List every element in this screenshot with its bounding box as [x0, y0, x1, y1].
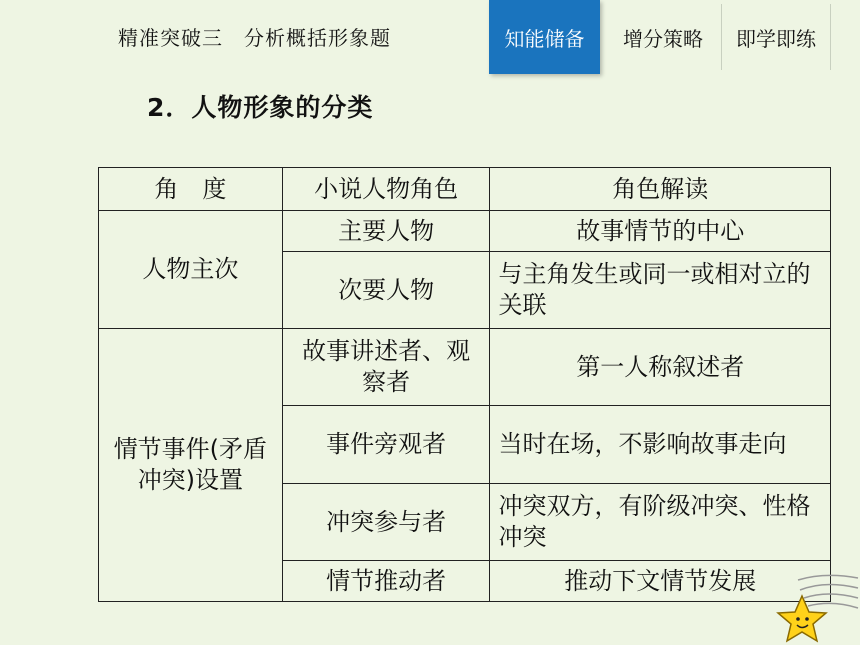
interpretation-cell: 第一人称叙述者	[490, 329, 831, 406]
interpretation-cell: 冲突双方，有阶级冲突、性格冲突	[490, 484, 831, 561]
interpretation-cell: 故事情节的中心	[490, 211, 831, 252]
page-header-title: 精准突破三 分析概括形象题	[118, 26, 391, 50]
interpretation-cell: 当时在场，不影响故事走向	[490, 406, 831, 484]
interpretation-cell: 与主角发生或同一或相对立的关联	[490, 252, 831, 329]
angle-cell: 人物主次	[99, 211, 283, 329]
tab-knowledge-reserve[interactable]: 知能储备	[489, 0, 600, 74]
role-cell: 事件旁观者	[282, 406, 490, 484]
table-header-row	[99, 168, 831, 211]
character-classification-table	[98, 167, 831, 602]
role-cell: 故事讲述者、观察者	[282, 329, 490, 406]
role-cell: 冲突参与者	[282, 484, 490, 561]
angle-cell: 情节事件(矛盾冲突)设置	[99, 329, 283, 602]
section-title: 2．人物形象的分类	[147, 93, 374, 122]
column-header-interpretation: 角色解读	[490, 168, 831, 211]
tab-practice[interactable]: 即学即练	[736, 26, 816, 51]
column-header-angle: 角 度	[99, 168, 283, 211]
column-header-role: 小说人物角色	[282, 168, 490, 211]
role-cell: 主要人物	[282, 211, 490, 252]
role-cell: 情节推动者	[282, 561, 490, 602]
top-navigation-bar	[0, 0, 860, 74]
tab-scoring-strategy[interactable]: 增分策略	[623, 26, 703, 51]
smiling-star-icon	[770, 560, 860, 645]
tab-divider	[830, 4, 831, 70]
role-cell: 次要人物	[282, 252, 490, 329]
table-row	[99, 211, 831, 252]
table-row	[99, 329, 831, 406]
interpretation-cell: 推动下文情节发展	[490, 561, 831, 602]
